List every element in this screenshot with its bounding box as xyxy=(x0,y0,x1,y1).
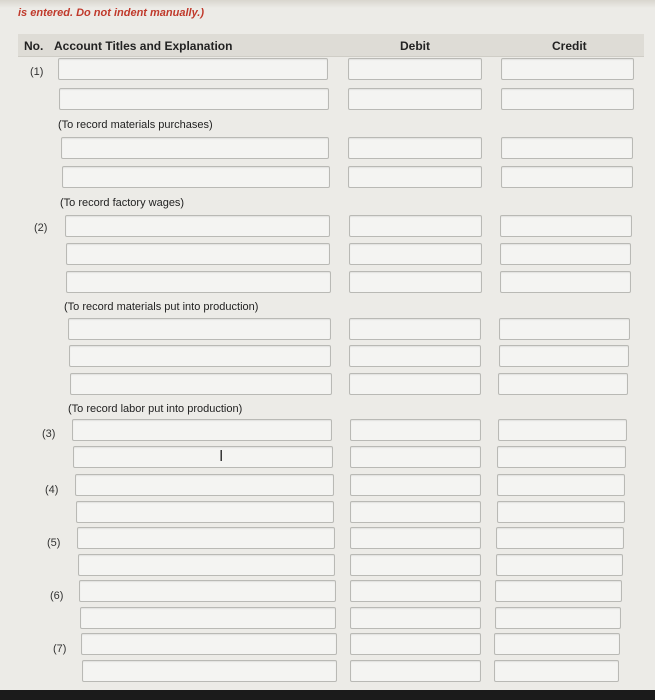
note-factory-wages: (To record factory wages) xyxy=(60,197,185,209)
credit-input-1d[interactable] xyxy=(501,166,633,188)
debit-input-1c[interactable] xyxy=(348,137,482,159)
debit-input-4b[interactable] xyxy=(350,501,481,523)
debit-input-7b[interactable] xyxy=(350,660,481,682)
credit-input-5a[interactable] xyxy=(496,527,624,549)
header-debit: Debit xyxy=(400,39,430,53)
account-input-7a[interactable] xyxy=(81,633,337,655)
entry-number-1: (1) xyxy=(30,66,44,78)
debit-input-1b[interactable] xyxy=(348,88,482,110)
credit-input-2a[interactable] xyxy=(500,215,632,237)
account-input-7b[interactable] xyxy=(82,660,337,682)
entry-number-7: (7) xyxy=(53,643,67,655)
credit-input-2e[interactable] xyxy=(499,345,629,367)
credit-input-4a[interactable] xyxy=(497,474,625,496)
account-input-3a[interactable] xyxy=(72,419,332,441)
credit-input-5b[interactable] xyxy=(496,554,623,576)
account-input-2d[interactable] xyxy=(68,318,331,340)
credit-input-4b[interactable] xyxy=(497,501,625,523)
credit-input-2d[interactable] xyxy=(499,318,630,340)
account-input-4b[interactable] xyxy=(76,501,334,523)
credit-input-2c[interactable] xyxy=(500,271,631,293)
debit-input-1d[interactable] xyxy=(348,166,482,188)
note-materials-production: (To record materials put into production) xyxy=(64,301,259,313)
account-input-5a[interactable] xyxy=(77,527,335,549)
debit-input-2c[interactable] xyxy=(349,271,482,293)
instruction-text: is entered. Do not indent manually.) xyxy=(18,7,205,19)
text-cursor-icon: I xyxy=(219,448,224,465)
account-input-5b[interactable] xyxy=(78,554,335,576)
debit-input-2d[interactable] xyxy=(349,318,481,340)
credit-input-6a[interactable] xyxy=(495,580,622,602)
account-input-4a[interactable] xyxy=(75,474,334,496)
bottom-bar xyxy=(0,690,655,700)
table-header xyxy=(18,34,644,57)
debit-input-6b[interactable] xyxy=(350,607,481,629)
account-input-1c[interactable] xyxy=(61,137,329,159)
debit-input-1a[interactable] xyxy=(348,58,482,80)
debit-input-2f[interactable] xyxy=(349,373,481,395)
header-account-titles: Account Titles and Explanation xyxy=(54,39,233,53)
debit-input-5b[interactable] xyxy=(350,554,481,576)
debit-input-3a[interactable] xyxy=(350,419,481,441)
credit-input-2b[interactable] xyxy=(500,243,631,265)
account-input-2f[interactable] xyxy=(70,373,332,395)
credit-input-1a[interactable] xyxy=(501,58,634,80)
credit-input-3a[interactable] xyxy=(498,419,627,441)
entry-number-5: (5) xyxy=(47,537,61,549)
header-no: No. xyxy=(24,39,44,53)
debit-input-4a[interactable] xyxy=(350,474,481,496)
debit-input-7a[interactable] xyxy=(350,633,481,655)
credit-input-1c[interactable] xyxy=(501,137,633,159)
account-input-2a[interactable] xyxy=(65,215,330,237)
debit-input-6a[interactable] xyxy=(350,580,481,602)
note-labor-production: (To record labor put into production) xyxy=(68,403,243,415)
debit-input-5a[interactable] xyxy=(350,527,481,549)
debit-input-2a[interactable] xyxy=(349,215,482,237)
account-input-1b[interactable] xyxy=(59,88,329,110)
entry-number-2: (2) xyxy=(34,222,48,234)
account-input-6a[interactable] xyxy=(79,580,336,602)
credit-input-7a[interactable] xyxy=(494,633,620,655)
credit-input-6b[interactable] xyxy=(495,607,621,629)
entry-number-4: (4) xyxy=(45,484,59,496)
debit-input-3b[interactable] xyxy=(350,446,481,468)
entry-number-6: (6) xyxy=(50,590,64,602)
debit-input-2b[interactable] xyxy=(349,243,482,265)
credit-input-2f[interactable] xyxy=(498,373,628,395)
debit-input-2e[interactable] xyxy=(349,345,481,367)
account-input-2c[interactable] xyxy=(66,271,331,293)
note-materials-purchases: (To record materials purchases) xyxy=(58,119,213,131)
account-input-2b[interactable] xyxy=(66,243,330,265)
header-credit: Credit xyxy=(552,39,587,53)
account-input-1a[interactable] xyxy=(58,58,328,80)
account-input-3b[interactable] xyxy=(73,446,333,468)
credit-input-1b[interactable] xyxy=(501,88,634,110)
account-input-1d[interactable] xyxy=(62,166,330,188)
credit-input-7b[interactable] xyxy=(494,660,619,682)
credit-input-3b[interactable] xyxy=(497,446,626,468)
account-input-2e[interactable] xyxy=(69,345,331,367)
entry-number-3: (3) xyxy=(42,428,56,440)
account-input-6b[interactable] xyxy=(80,607,336,629)
